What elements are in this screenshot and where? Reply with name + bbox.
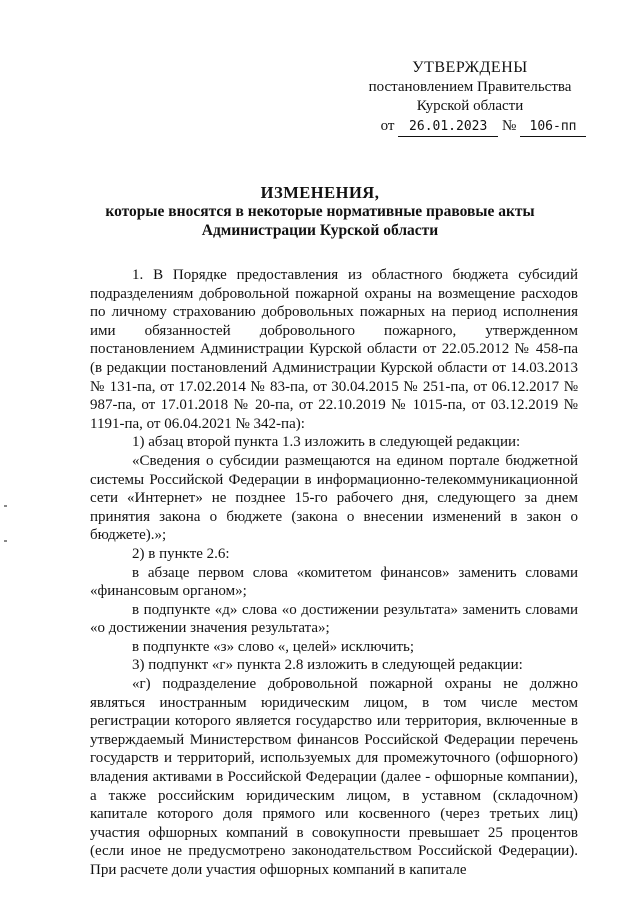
margin-mark <box>4 505 7 507</box>
approval-block <box>350 58 590 137</box>
document-body <box>90 266 578 880</box>
approval-date-line <box>350 117 590 138</box>
document-title <box>60 183 580 240</box>
paragraph: 3) подпункт «г» пункта 2.8 изложить в следующей редакции: <box>132 657 523 674</box>
approval-line-2: Курской области <box>416 98 524 114</box>
paragraph: «Сведения о субсидии размещаются на едином портале бюджетной системы Российской Федерации в информационно-телекоммуникационной сети «Интернет» не позднее 15-го рабочего дня, следующего за днем принятия закона о бюджете (закона о внесении изменений в закон о бюджете).»; <box>90 452 578 544</box>
paragraph: «г) подразделение добровольной пожарной охраны не должно являться иностранным юридическим лицом, в том числе местом регистрации которого является государство или территория, включенные в утверждаемый Министерством финансов Российской Федерации перечень государств и территорий, используемых для промежуточного (офшорного) владения активами в Российской Федерации (далее - офшорные компании), а также российским юридическим лицом, в уставном (складочном) капитале которого доля прямого или косвенного (через третьих лиц) участия офшорных компаний в совокупности превышает 25 процентов (если иное не предусмотрено законодательством Российской Федерации). При расчете доли участия офшорных компаний в капитале <box>90 676 578 878</box>
approval-line-1: постановлением Правительства <box>368 78 572 95</box>
approval-stamp: УТВЕРЖДЕНЫ <box>412 59 528 76</box>
paragraph: в абзаце первом слова «комитетом финансов» заменить словами «финансовым органом»; <box>90 564 578 600</box>
title-main: ИЗМЕНЕНИЯ, <box>260 183 380 202</box>
title-subtitle-1: которые вносятся в некоторые нормативные правовые акты <box>105 203 535 220</box>
paragraph: 1) абзац второй пункта 1.3 изложить в следующей редакции: <box>132 434 521 451</box>
paragraph: 2) в пункте 2.6: <box>132 545 230 562</box>
number-prefix: № <box>501 117 517 134</box>
paragraph: в подпункте «з» слово «, целей» исключить; <box>132 638 415 655</box>
title-subtitle-2: Администрации Курской области <box>201 222 439 239</box>
margin-mark <box>4 540 7 542</box>
approval-number: 106-пп <box>520 117 586 138</box>
paragraph: в подпункте «д» слова «о достижении результата» заменить словами «о достижении значения результата»; <box>90 601 578 637</box>
approval-date: 26.01.2023 <box>398 117 498 138</box>
date-prefix: от <box>380 117 395 134</box>
paragraph: 1. В Порядке предоставления из областного бюджета субсидий подразделениям добровольной пожарной охраны на возмещение расходов по личному страхованию добровольных пожарных на период исполнения ими обязанностей добровольного пожарного, утвержденном постановлением Администрации Курской области от 22.05.2012 № 458-па (в редакции постановлений Администрации Курской области от 14.03.2013 № 131-па, от 17.02.2014 № 83-па, от 30.04.2015 № 251-па, от 06.12.2017 № 987-па, от 17.01.2018 № 20-па, от 22.10.2019 № 1015-па, от 03.12.2019 № 1191-па, от 06.04.2021 № 342-па): <box>90 267 578 432</box>
